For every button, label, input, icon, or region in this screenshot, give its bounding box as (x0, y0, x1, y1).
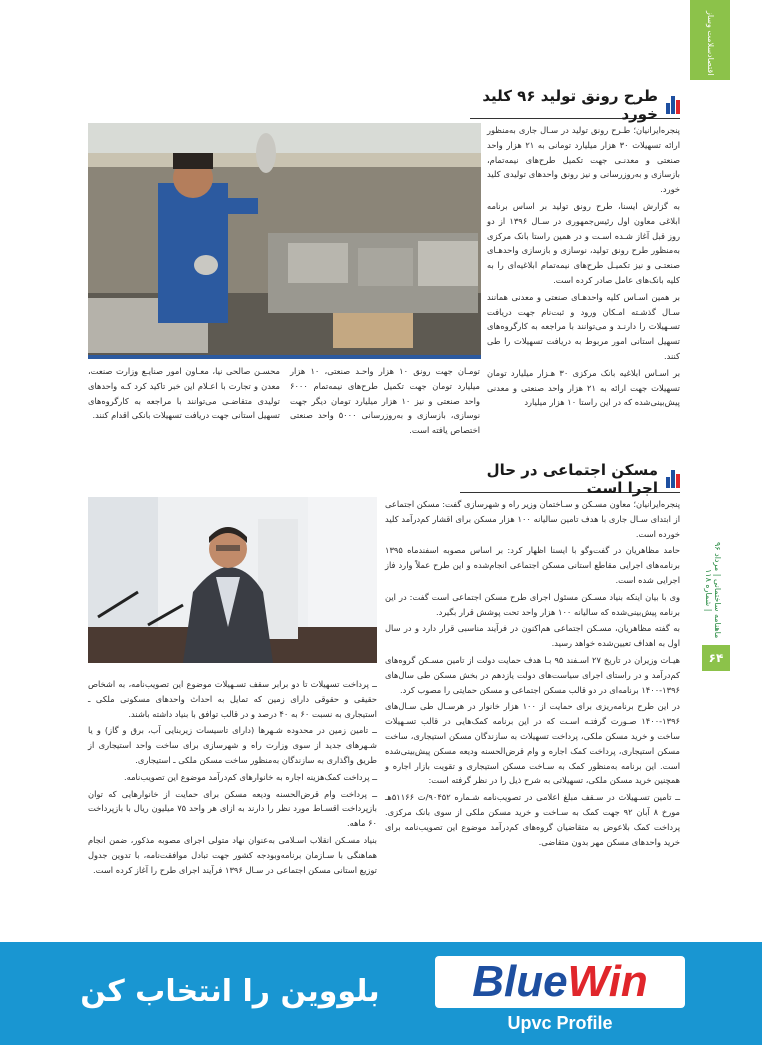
article1-column-middle (290, 364, 480, 454)
article2-column-left (88, 677, 377, 939)
ad-slogan: بلووین را انتخاب کن (80, 974, 380, 1009)
issue-info: ماهنامه ساختمانی | مرداد ۹۶ | شماره ۱۱۸ (704, 541, 722, 639)
paragraph: ــ پرداخت کمک‌هزینه اجاره به خانوارهای کم‌درآمد موضوع این تصویب‌نامه. (123, 771, 377, 782)
paragraph: ــ پرداخت وام قرض‌الحسنه ودیعه مسکن برای حمایت از خانوارهایی که توان بازپرداخت اقسـاط مورد نظر را دارند به ازای هر واحد ۷۵ میلیون ریال با بازپرداخت ۶۰ ماهه. (88, 788, 377, 829)
article1-title: طرح رونق تولید ۹۶ کلید خورد (482, 87, 658, 123)
logo-part-win: Win (567, 957, 648, 1006)
paragraph: ــ تامین زمین در محدوده شـهرها (دارای تاسیسات زیربنایی آب، برق و گاز) و یا شـهرهای جدید از سوی وزارت راه و شهرسازی برای ساخت واحد استیجاری از طریق واگذاری به سازندگان به‌منظور ساخت مسکن ملکی ـ استیجاری. (88, 725, 377, 765)
article2-title: مسکن اجتماعی در حال اجرا است (486, 461, 658, 497)
article2-heading (460, 461, 680, 497)
article2-column-right (385, 497, 680, 937)
article1-column-right (487, 123, 680, 450)
article1-column-left (88, 364, 280, 454)
paragraph: تومـان جهت رونق ۱۰ هزار واحـد صنعتی، ۱۰ هزار میلیارد تومان جهت تکمیل طرح‌های نیمه‌تمام ۶۰۰۰ واحد صنعتی و نیز ۱۰ هزار میلیارد تومان دیگر جهت نوسازی، بازسازی و به‌روزرسانی ۵۰۰۰ واحد صنعتی اختصاص یافته است. (290, 366, 481, 436)
page-number: ۶۴ (702, 645, 730, 671)
paragraph: ــ پرداخت تسهیلات تا دو برابر سقف تسـهیلات موضوع این تصویب‌نامه، به اشخاص حقیقی و حقوقی دارای زمین که تمایل به احداث واحدهای مسکونی ملکی ـ استیجاری به نسبت ۶۰ به ۴۰ درصد و در قالب توافق با بنیاد داشته باشند. (88, 679, 377, 719)
advertisement-banner[interactable] (0, 942, 762, 1045)
paragraph: بنیاد مسـکن انقلاب اسـلامی به‌عنوان نهاد متولی اجرای مصوبه مذکور، ضمن انجام هماهنگی با سـازمان برنامه‌وبودجه کشور جهت تبادل موافقت‌نامه، با تدوین جدول توزیع استانی مسکن اجتماعی در سـال ۱۳۹۶ فرآیند اجرای طرح را آغاز کرده است. (88, 834, 377, 875)
logo-part-blue: Blue (472, 957, 568, 1006)
paragraph: پنجره‌ایرانیان؛ معاون مسـکن و سـاختمان وزیر راه و شهرسازی گفت: مسکن اجتماعی از ابتدای سـال جاری با هدف تامین سالیانه ۱۰۰ هزار مسکن برای اقشار کم‌درآمد کلید خورده است. (385, 499, 680, 539)
factory-worker-photo (88, 123, 481, 359)
paragraph: بر اسـاس ابلاغیه بانک مرکزی ۳۰ هـزار میلیارد تومان تسهیلات جهت ارائه به ۲۱ هزار واحد صنعتی و معدنی پیش‌بینی‌شده که در این راستا ۱۰ هزار میلیارد (487, 367, 681, 408)
official-portrait-photo (88, 497, 377, 663)
section-tab (690, 0, 730, 80)
paragraph: هیـات وزیران در تاریخ ۲۷ اسـفند ۹۵ بـا هدف حمایت دولت از تامین مسـکن گروه‌های کم‌درآمد و در راستای اجرای سیاست‌های دولت یازدهم در بخش مسکن طی سال‌های ۱۳۹۶-۱۴۰۰ برنامه‌ای در دو قالب مسکن اجتماعی و مسکن حمایتی را مصوب کرد. (385, 654, 680, 695)
paragraph: وی با بیان اینکه بنیاد مسـکن مسئول اجرای طرح مسکن اجتماعی است گفت: در این برنامه پیش‌بینی‌شده که سالیانه ۱۰۰ هزار واحد تحت پوشش قرار بگیرد. (385, 591, 680, 617)
paragraph: حامد مظاهریان در گفت‌وگو با ایسنا اظهار کرد: بر اساس مصوبه اسفندماه ۱۳۹۵ برنامه‌های اجرایی مقاطع استانی مسکن اجتماعی انجام‌شده و این طرح عملاً وارد فاز اجرایی شده است. (385, 545, 680, 585)
section-tab-label: اقتصادسلامت وساز (706, 10, 715, 76)
paragraph: ــ تامین تسـهیلات در سـقف مبلغ اعلامی در تصویب‌نامه شـماره ۹۰۴۵۲/ت ۵۱۱۶۶هـ مورخ ۸ آبان ۹۲ جهت کمک به سـاخت و خرید مسکن ملکی از سوی بانک مرکزی. پرداخت کمک بلاعوض به متقاضیان گروه‌های کم‌درآمد موضوع این تصویب‌نامه برای خرید واحدهای مسکن مهر بدون متقاضی. (385, 792, 680, 847)
paragraph: در این طرح برنامه‌ریزی برای حمایت از ۱۰۰ هزار خانوار در هرسـال طی سـال‌های ۱۳۹۶-۱۴۰۰ صـورت گرفتـه اسـت که در این برنامه کمک‌هایی در قالب تسـهیلات ساخت و خرید مسکن ملکی، پرداخت تسهیلات به سازندگان مسکن استیجاری، ساخت مسکن استیجاری، پرداخت کمک اجاره و وام قرض‌الحسنه ودیعه مسکن پیش‌بینی‌شده است. این برنامه به‌منظور کمک به سـاخت مسکن استیجاری و تقویت بازار اجاره و همچنین خرید مسکن ملکی، تسهیلاتی به شرح ذیل را در نظر گرفته است: (385, 701, 681, 786)
paragraph: پنجره‌ایرانیان؛ طـرح رونق تولید در سـال جاری به‌منظور ارائه تسهیلات ۳۰ هزار میلیارد تومانی به ۲۱ هزار واحد صنعتی و معدنـی جهت تکمیل طرح‌های نیمه‌تمام، بازسازی و به‌روزرسانی و نیز رونق واحدهای تولیدی کلید خورد. (487, 125, 680, 195)
paragraph: محسـن صالحی نیا، معـاون امور صنایـع وزارت صنعت، معدن و تجارت با اعـلام این خبر تاکید کرد کـه واحدهای تولیدی متقاضـی می‌توانند با مراجعه به کارگروه‌های تسهیل استانی جهت دریافت تسهیلات بانکی اقدام کنند. (88, 366, 280, 421)
bar-chart-icon (666, 96, 680, 114)
bar-chart-icon (666, 470, 680, 488)
article1-heading (470, 87, 680, 123)
paragraph: بر همین اسـاس کلیه واحدهـای صنعتی و معدنی همانند سـال گذشـته امـکان ورود و ثبت‌نام جهت دریافت تسـهیلات را دارنـد و می‌توانند با مراجعه به کارگروه‌های تسهیل استانی امور مربوط به دریافت تسهیلات را طی کنند. (487, 291, 680, 361)
logo-subtitle: Upvc Profile (507, 1013, 613, 1033)
paragraph: به گزارش ایسنا، طرح رونق تولید بر اساس برنامه ابلاغی معاون اول رئیس‌جمهوری در سـال ۱۳۹۶ از دو روز قبل آغاز شـده اسـت و در همین راستا بانک مرکزی به‌منظور طرح رونق تولید، نوسازی و بازسازی واحدهـای صنعتـی و نیز تکمیـل طرح‌های نیمه‌تمام ابلاغیه‌ای را به کلیه بانک‌های عامل صادر کرده است. (487, 200, 680, 285)
logo-wordmark (435, 956, 685, 1008)
bluewin-logo (435, 956, 685, 1034)
paragraph: به گفته مظاهریان، مسـکن اجتماعی هم‌اکنون در فرآیند مناسبی قرار دارد و در سال اول به اهداف تعیین‌شده خواهد رسید. (385, 623, 680, 649)
